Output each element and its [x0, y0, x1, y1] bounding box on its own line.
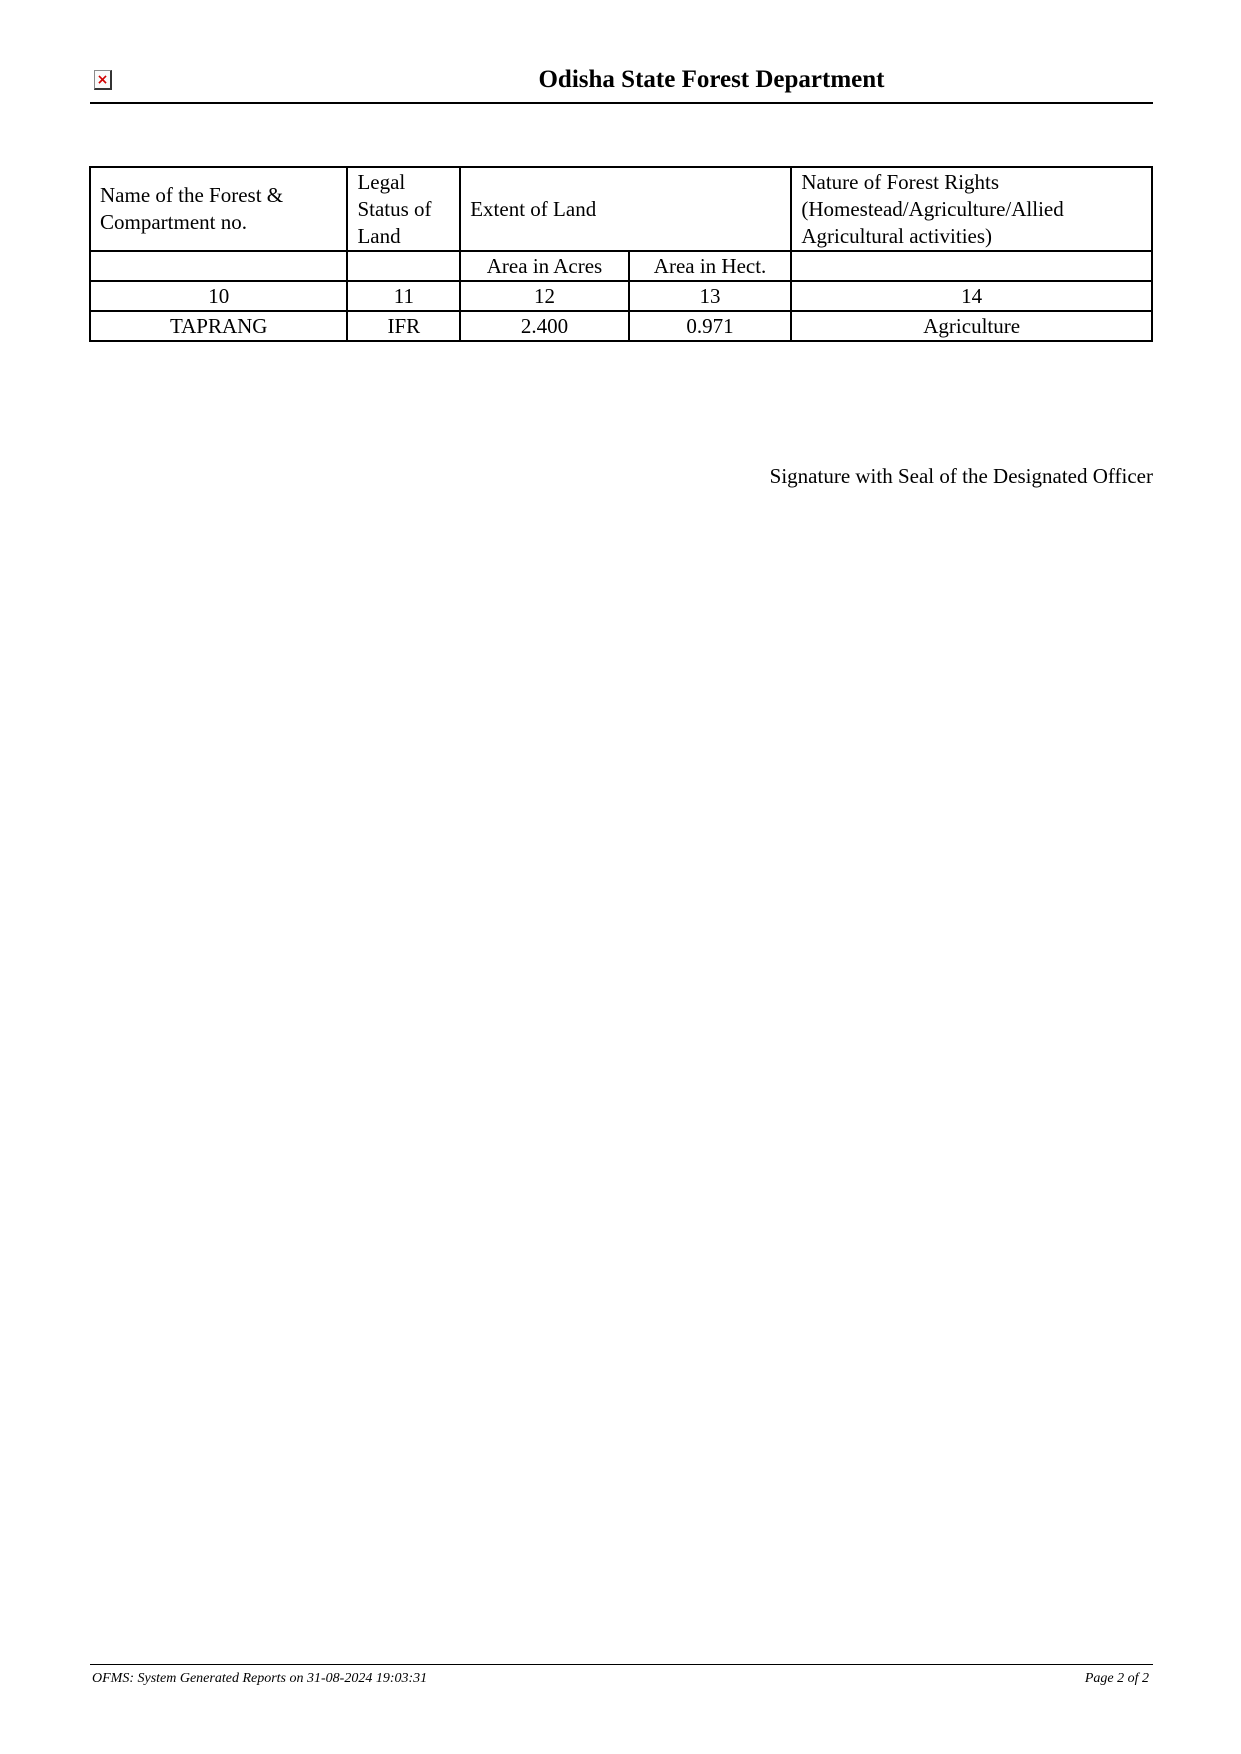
column-number: 10: [90, 281, 347, 311]
cell-legal-status: IFR: [347, 311, 460, 341]
subheader-empty: [347, 251, 460, 281]
column-number: 11: [347, 281, 460, 311]
header-extent-of-land: Extent of Land: [460, 167, 791, 251]
table-header-row: [90, 167, 1152, 251]
subheader-empty: [90, 251, 347, 281]
subheader-empty: [791, 251, 1152, 281]
header-legal-status: Legal Status of Land: [347, 167, 460, 251]
page-header: [90, 60, 1153, 104]
cell-nature-of-rights: Agriculture: [791, 311, 1152, 341]
page-title: Odisha State Forest Department: [538, 66, 885, 93]
table-subheader-row: [90, 251, 1152, 281]
cell-area-acres: 2.400: [460, 311, 629, 341]
footer-page-number: Page 2 of 2: [1084, 1671, 1149, 1686]
column-number: 12: [460, 281, 629, 311]
table-row: [90, 311, 1152, 341]
footer-report-info: OFMS: System Generated Reports on 31-08-2024 19:03:31: [92, 1671, 428, 1686]
column-number-row: [90, 281, 1152, 311]
cell-area-hect: 0.971: [629, 311, 792, 341]
signature-line: Signature with Seal of the Designated Officer: [769, 464, 1153, 488]
broken-image-icon: ×: [94, 70, 112, 90]
forest-rights-table: [89, 166, 1153, 342]
header-nature-of-rights: Nature of Forest Rights (Homestead/Agriculture/Allied Agricultural activities): [791, 167, 1152, 251]
header-forest-name: Name of the Forest & Compartment no.: [90, 167, 347, 251]
subheader-area-acres: Area in Acres: [460, 251, 629, 281]
subheader-area-hect: Area in Hect.: [629, 251, 792, 281]
cell-forest-name: TAPRANG: [90, 311, 347, 341]
column-number: 14: [791, 281, 1152, 311]
page-footer: [90, 1664, 1153, 1686]
column-number: 13: [629, 281, 792, 311]
